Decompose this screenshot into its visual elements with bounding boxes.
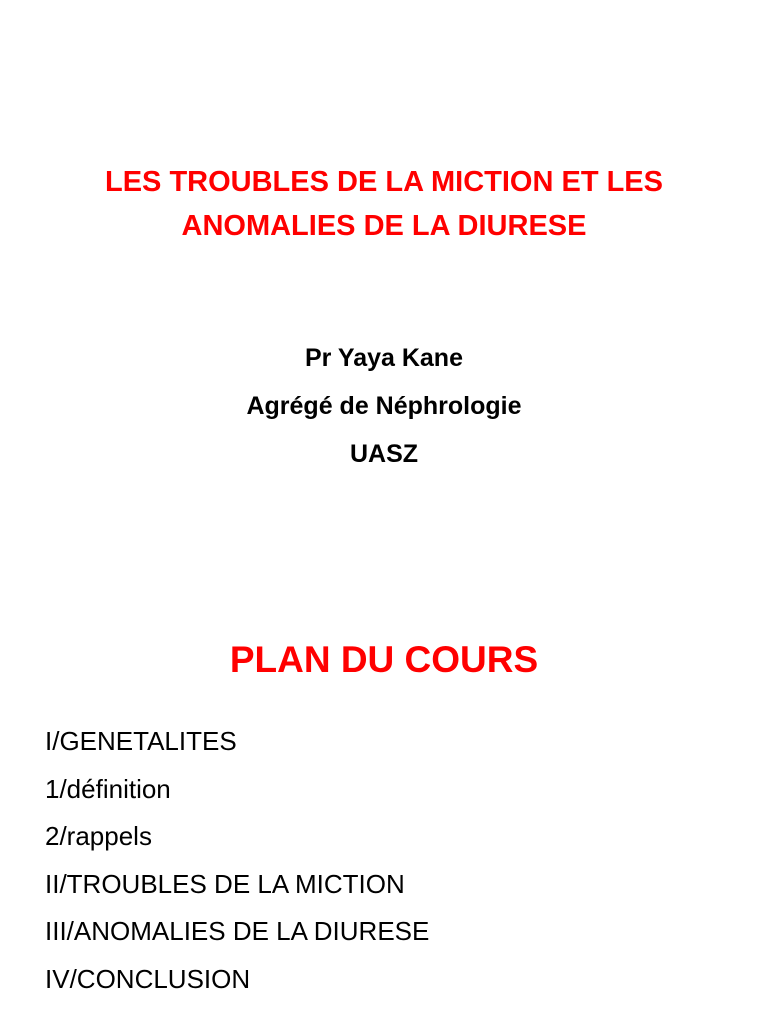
title-line: LES TROUBLES DE LA MICTION ET LES [105, 166, 663, 198]
plan-item: II/TROUBLES DE LA MICTION [45, 868, 405, 899]
plan-item: 1/définition [45, 773, 171, 804]
author-title: Agrégé de Néphrologie [246, 392, 522, 420]
plan-item: I/GENETALITES [45, 726, 237, 756]
author-institution: UASZ [349, 440, 419, 468]
plan-slide [0, 512, 768, 1024]
plan-item: IV/CONCLUSION [45, 963, 251, 994]
presentation-title [40, 160, 728, 248]
author-name: Pr Yaya Kane [305, 344, 463, 372]
plan-title: PLAN DU COURS [229, 639, 539, 680]
plan-item: 2/rappels [45, 821, 152, 851]
title-line: ANOMALIES DE LA DIURESE [181, 210, 587, 242]
plan-item: III/ANOMALIES DE LA DIURESE [45, 916, 430, 946]
plan-list [45, 718, 429, 1003]
author-block [40, 334, 728, 478]
